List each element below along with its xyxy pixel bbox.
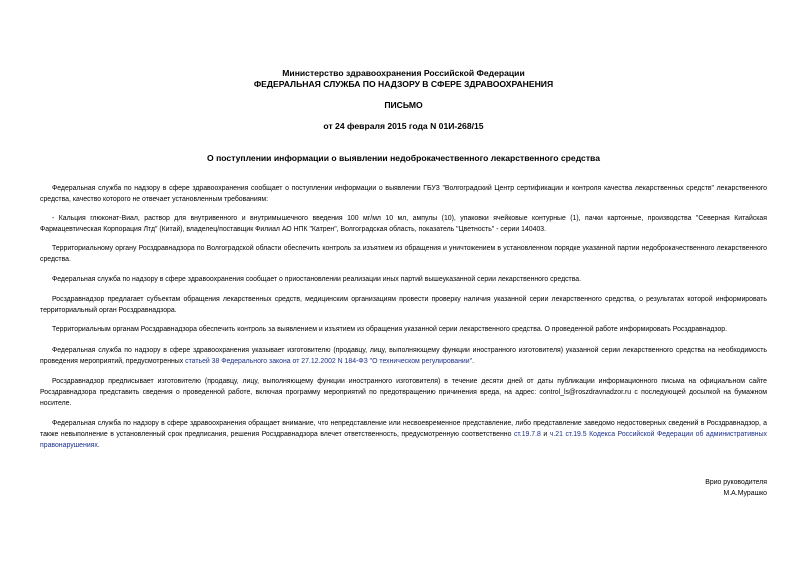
paragraph-6: Территориальным органам Росздравнадзора обеспечить контроль за выявлением и изъятием из обращения указанной серии лекарственного средства. О проведенной работе информировать Росздравнадзор.	[52, 326, 728, 333]
paragraph-8: Росздравнадзор предписывает изготовителю (продавцу, лицу, выполняющему функции иностранного изготовителя) в течение десяти дней от даты публикации информационного письма на официальном сайте Росздравнадзора представить сведения о проведенной работе, включая программу мероприятий по предотвращению причинения вреда, на адрес: control_ls@roszdravnadzor.ru с последующей досылкой на бумажном носителе.	[40, 378, 767, 407]
paragraph-3: Территориальному органу Росздравнадзора по Волгоградской области обеспечить контроль за изъятием из обращения и уничтожением в установленном порядке указанной партии недоброкачественного лекарственного средства.	[40, 245, 767, 263]
signatory-position: Врио руководителя	[705, 479, 767, 486]
paragraph-7-end: .	[472, 358, 474, 365]
paragraph-9	[40, 418, 767, 451]
paragraph-9-text: Федеральная служба по надзору в сфере здравоохранения обращает внимание, что непредставление или несвоевременное представление, либо представление заведомо недостоверных сведений в Росздравнадзор, а также невыполнение в установленный срок предписания, решения Росздравнадзора влечет ответственность, предусмотренную соответственно	[40, 420, 767, 438]
paragraph-9-end: .	[97, 442, 100, 449]
paragraph-7	[40, 345, 767, 367]
signatory-name: М.А.Мурашко	[723, 490, 767, 497]
paragraph-5: Росздравнадзор предлагает субъектам обращения лекарственных средств, медицинским организациям провести проверку наличия указанной серии лекарственного средства, о результатах которой информировать территориальный орган Росздравнадзора.	[40, 296, 767, 314]
law-184-fz-link[interactable]: статьей 38 Федерального закона от 27.12.2002 N 184-ФЗ "О техническом регулировании"	[185, 358, 473, 365]
paragraph-2: - Кальция глюконат-Виал, раствор для внутривенного и внутримышечного введения 100 мг/мл 10 мл, ампулы (10), упаковки ячейковые контурные (1), пачки картонные, производства "Северная Китайская Фармацевтическая Корпорация Лтд" (Китай), владелец/поставщик Филиал АО НПК "Катрен", Волгоградская область, показатель "Цветность" - серии 140403.	[40, 215, 767, 233]
document-type: ПИСЬМО	[384, 100, 423, 110]
paragraph-9-mid: и	[540, 431, 550, 438]
document-title: О поступлении информации о выявлении недоброкачественного лекарственного средства	[207, 153, 600, 163]
service-name: ФЕДЕРАЛЬНАЯ СЛУЖБА ПО НАДЗОРУ В СФЕРЕ ЗДРАВООХРАНЕНИЯ	[253, 79, 554, 89]
paragraph-1: Федеральная служба по надзору в сфере здравоохранения сообщает о поступлении информации о выявлении ГБУЗ "Волгоградский Центр сертификации и контроля качества лекарственных средств" лекарственного средства, качество которого не отвечает установленным требованиям:	[40, 185, 767, 203]
document-date-number: от 24 февраля 2015 года N 01И-268/15	[323, 121, 484, 131]
ministry-name: Министерство здравоохранения Российской Федерации	[282, 68, 525, 78]
koap-19-5-link[interactable]: ч.21 ст.19.5 Кодекса Российской Федерации об административных правонарушениях	[40, 431, 767, 449]
paragraph-4: Федеральная служба по надзору в сфере здравоохранения сообщает о приостановлении реализации иных партий вышеуказанной серии лекарственного средства.	[52, 276, 582, 283]
paragraph-7-text: Федеральная служба по надзору в сфере здравоохранения указывает изготовителю (продавцу, лицу, выполняющему функции иностранного изготовителя) указанной серии лекарственного средства на необходимость проведения мероприятий, предусмотренных	[40, 347, 767, 365]
article-19-7-8-link[interactable]: ст.19.7.8	[513, 431, 541, 438]
